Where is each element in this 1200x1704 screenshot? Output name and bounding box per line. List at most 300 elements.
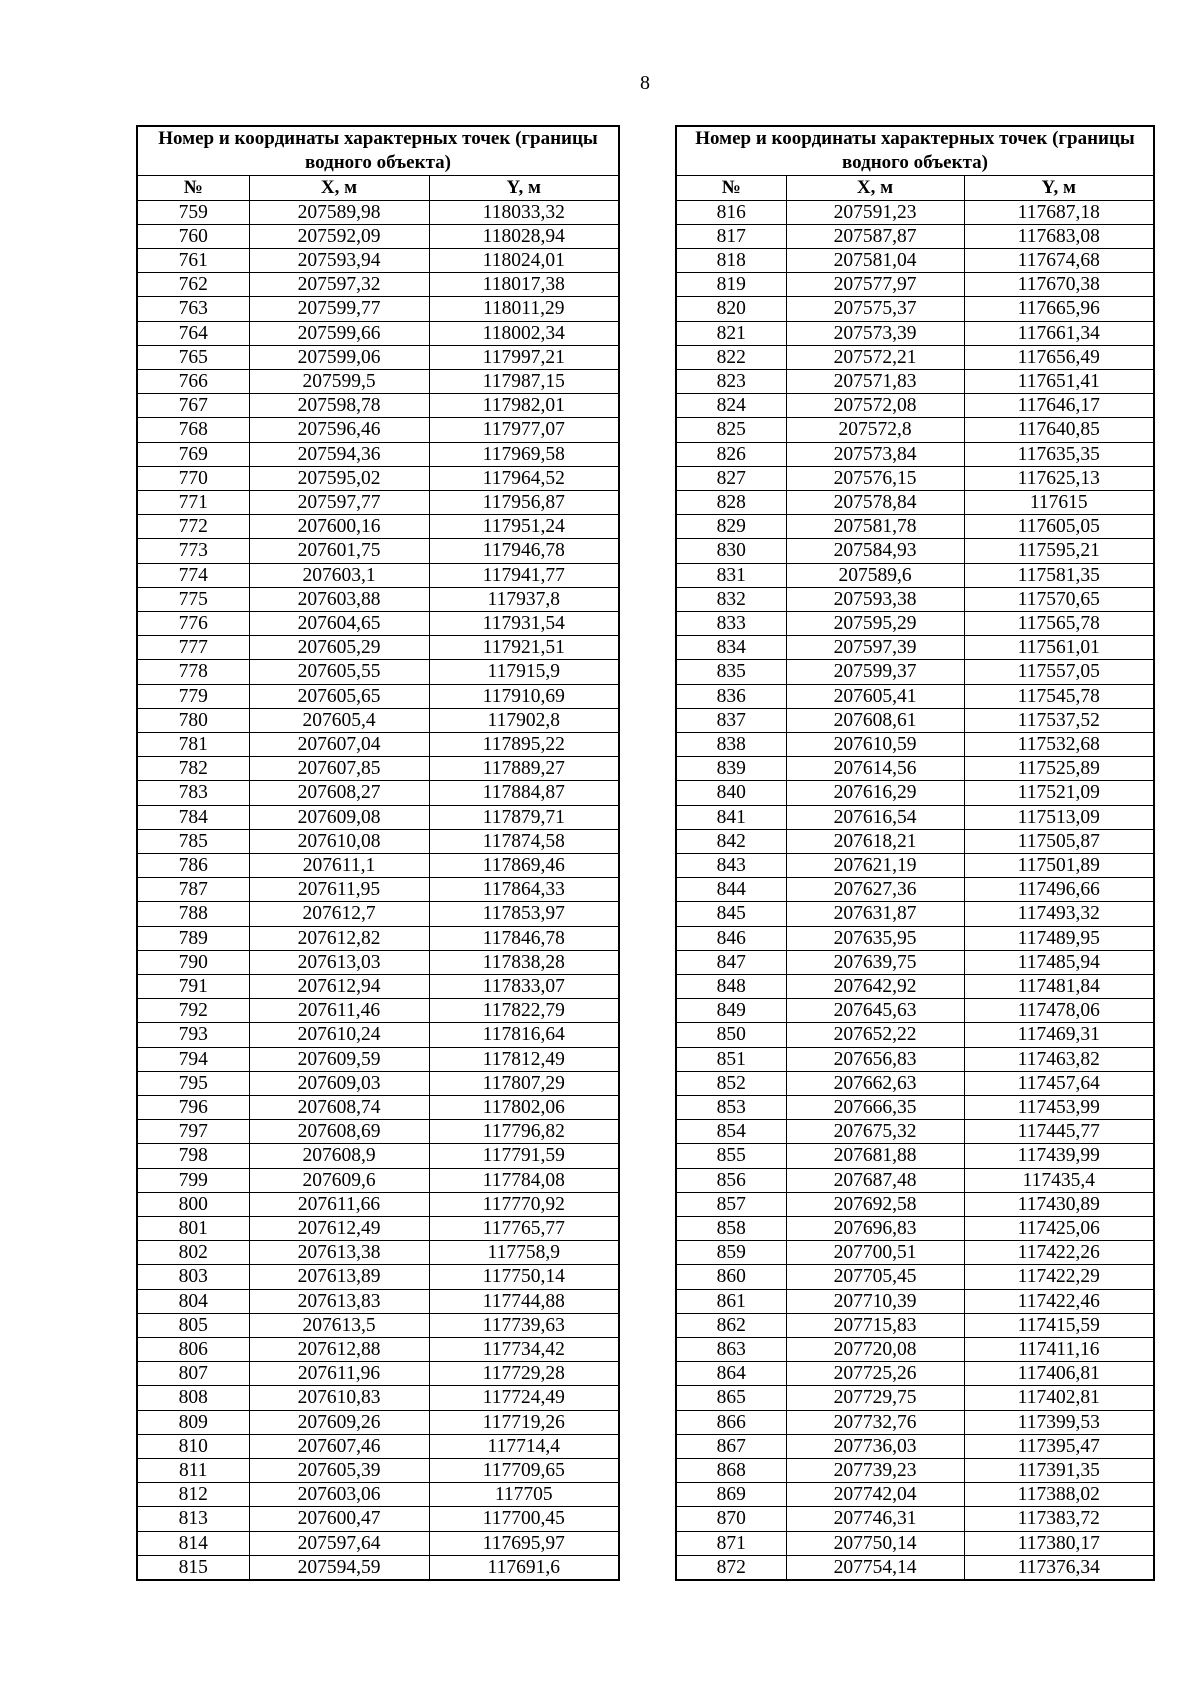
column-header-x: X, м (249, 176, 429, 201)
x-coordinate: 207584,93 (786, 539, 964, 563)
x-coordinate: 207732,76 (786, 1410, 964, 1434)
x-coordinate: 207601,75 (249, 539, 429, 563)
y-coordinate: 117640,85 (964, 418, 1154, 442)
y-coordinate: 117750,14 (429, 1265, 619, 1289)
y-coordinate: 117656,49 (964, 345, 1154, 369)
x-coordinate: 207662,63 (786, 1071, 964, 1095)
point-number: 789 (137, 926, 249, 950)
y-coordinate: 117770,92 (429, 1192, 619, 1216)
table-row (676, 297, 1154, 321)
y-coordinate: 117714,4 (429, 1434, 619, 1458)
y-coordinate: 117956,87 (429, 490, 619, 514)
point-number: 822 (676, 345, 786, 369)
x-coordinate: 207687,48 (786, 1168, 964, 1192)
point-number: 845 (676, 902, 786, 926)
y-coordinate: 117674,68 (964, 248, 1154, 272)
point-number: 857 (676, 1192, 786, 1216)
y-coordinate: 117395,47 (964, 1434, 1154, 1458)
y-coordinate: 118002,34 (429, 321, 619, 345)
y-coordinate: 117822,79 (429, 999, 619, 1023)
y-coordinate: 117709,65 (429, 1459, 619, 1483)
x-coordinate: 207700,51 (786, 1241, 964, 1265)
table-row (676, 1023, 1154, 1047)
point-number: 802 (137, 1241, 249, 1265)
column-header-y: Y, м (964, 176, 1154, 201)
y-coordinate: 117691,6 (429, 1555, 619, 1580)
y-coordinate: 117729,28 (429, 1362, 619, 1386)
x-coordinate: 207600,16 (249, 515, 429, 539)
table-row (676, 248, 1154, 272)
table-row (676, 829, 1154, 853)
table-title: Номер и координаты характерных точек (границы водного объекта) (137, 126, 619, 176)
x-coordinate: 207589,98 (249, 200, 429, 224)
x-coordinate: 207612,82 (249, 926, 429, 950)
x-coordinate: 207593,38 (786, 587, 964, 611)
point-number: 763 (137, 297, 249, 321)
x-coordinate: 207705,45 (786, 1265, 964, 1289)
point-number: 862 (676, 1313, 786, 1337)
column-header-y: Y, м (429, 176, 619, 201)
table-row (676, 1338, 1154, 1362)
y-coordinate: 118033,32 (429, 200, 619, 224)
x-coordinate: 207576,15 (786, 466, 964, 490)
point-number: 806 (137, 1338, 249, 1362)
y-coordinate: 117846,78 (429, 926, 619, 950)
y-coordinate: 117651,41 (964, 369, 1154, 393)
y-coordinate: 117719,26 (429, 1410, 619, 1434)
point-number: 804 (137, 1289, 249, 1313)
point-number: 762 (137, 273, 249, 297)
table-row (676, 708, 1154, 732)
y-coordinate: 117501,89 (964, 853, 1154, 877)
x-coordinate: 207605,41 (786, 684, 964, 708)
point-number: 854 (676, 1120, 786, 1144)
x-coordinate: 207613,03 (249, 950, 429, 974)
y-coordinate: 117376,34 (964, 1555, 1154, 1580)
y-coordinate: 117380,17 (964, 1531, 1154, 1555)
x-coordinate: 207618,21 (786, 829, 964, 853)
table-row (676, 1071, 1154, 1095)
y-coordinate: 117391,35 (964, 1459, 1154, 1483)
table-row (137, 1265, 619, 1289)
table-row (137, 539, 619, 563)
y-coordinate: 118011,29 (429, 297, 619, 321)
x-coordinate: 207587,87 (786, 224, 964, 248)
y-coordinate: 117807,29 (429, 1071, 619, 1095)
x-coordinate: 207612,7 (249, 902, 429, 926)
point-number: 866 (676, 1410, 786, 1434)
y-coordinate: 117784,08 (429, 1168, 619, 1192)
y-coordinate: 117411,16 (964, 1338, 1154, 1362)
y-coordinate: 117445,77 (964, 1120, 1154, 1144)
table-row (676, 1144, 1154, 1168)
table-row (137, 273, 619, 297)
y-coordinate: 117661,34 (964, 321, 1154, 345)
x-coordinate: 207613,89 (249, 1265, 429, 1289)
point-number: 787 (137, 878, 249, 902)
x-coordinate: 207589,6 (786, 563, 964, 587)
x-coordinate: 207611,66 (249, 1192, 429, 1216)
table-row (676, 1362, 1154, 1386)
table-row (137, 1047, 619, 1071)
point-number: 793 (137, 1023, 249, 1047)
point-number: 864 (676, 1362, 786, 1386)
x-coordinate: 207581,04 (786, 248, 964, 272)
x-coordinate: 207611,1 (249, 853, 429, 877)
table-row (137, 587, 619, 611)
table-row (137, 1144, 619, 1168)
table-row (137, 975, 619, 999)
table-row (676, 1096, 1154, 1120)
table-row (137, 297, 619, 321)
y-coordinate: 117399,53 (964, 1410, 1154, 1434)
x-coordinate: 207736,03 (786, 1434, 964, 1458)
table-row (676, 853, 1154, 877)
x-coordinate: 207607,85 (249, 757, 429, 781)
table-row (676, 878, 1154, 902)
point-number: 824 (676, 394, 786, 418)
point-number: 838 (676, 732, 786, 756)
x-coordinate: 207610,59 (786, 732, 964, 756)
table-row (137, 1217, 619, 1241)
table-row (137, 248, 619, 272)
y-coordinate: 117595,21 (964, 539, 1154, 563)
table-row (676, 732, 1154, 756)
x-coordinate: 207609,59 (249, 1047, 429, 1071)
point-number: 852 (676, 1071, 786, 1095)
point-number: 843 (676, 853, 786, 877)
table-row (137, 515, 619, 539)
y-coordinate: 117982,01 (429, 394, 619, 418)
y-coordinate: 117964,52 (429, 466, 619, 490)
x-coordinate: 207681,88 (786, 1144, 964, 1168)
table-row (676, 902, 1154, 926)
x-coordinate: 207593,94 (249, 248, 429, 272)
point-number: 788 (137, 902, 249, 926)
x-coordinate: 207692,58 (786, 1192, 964, 1216)
y-coordinate: 118024,01 (429, 248, 619, 272)
point-number: 779 (137, 684, 249, 708)
x-coordinate: 207742,04 (786, 1483, 964, 1507)
table-row (676, 490, 1154, 514)
x-coordinate: 207599,66 (249, 321, 429, 345)
point-number: 825 (676, 418, 786, 442)
x-coordinate: 207594,59 (249, 1555, 429, 1580)
x-coordinate: 207621,19 (786, 853, 964, 877)
y-coordinate: 117812,49 (429, 1047, 619, 1071)
point-number: 764 (137, 321, 249, 345)
table-row (676, 1047, 1154, 1071)
point-number: 811 (137, 1459, 249, 1483)
x-coordinate: 207581,78 (786, 515, 964, 539)
point-number: 853 (676, 1096, 786, 1120)
table-row (137, 660, 619, 684)
x-coordinate: 207608,61 (786, 708, 964, 732)
x-coordinate: 207603,1 (249, 563, 429, 587)
table-row (676, 1386, 1154, 1410)
point-number: 819 (676, 273, 786, 297)
y-coordinate: 117879,71 (429, 805, 619, 829)
point-number: 800 (137, 1192, 249, 1216)
point-number: 808 (137, 1386, 249, 1410)
x-coordinate: 207642,92 (786, 975, 964, 999)
x-coordinate: 207616,29 (786, 781, 964, 805)
point-number: 842 (676, 829, 786, 853)
table-row (137, 853, 619, 877)
point-number: 844 (676, 878, 786, 902)
point-number: 759 (137, 200, 249, 224)
point-number: 814 (137, 1531, 249, 1555)
table-row (137, 1096, 619, 1120)
x-coordinate: 207599,37 (786, 660, 964, 684)
table-row (676, 660, 1154, 684)
table-row (676, 926, 1154, 950)
x-coordinate: 207746,31 (786, 1507, 964, 1531)
point-number: 839 (676, 757, 786, 781)
x-coordinate: 207612,88 (249, 1338, 429, 1362)
table-row (676, 950, 1154, 974)
table-row (676, 1434, 1154, 1458)
table-row (137, 466, 619, 490)
x-coordinate: 207710,39 (786, 1289, 964, 1313)
point-number: 775 (137, 587, 249, 611)
point-number: 812 (137, 1483, 249, 1507)
y-coordinate: 117734,42 (429, 1338, 619, 1362)
y-coordinate: 117388,02 (964, 1483, 1154, 1507)
y-coordinate: 117430,89 (964, 1192, 1154, 1216)
point-number: 801 (137, 1217, 249, 1241)
table-row (137, 394, 619, 418)
y-coordinate: 117537,52 (964, 708, 1154, 732)
y-coordinate: 117478,06 (964, 999, 1154, 1023)
point-number: 765 (137, 345, 249, 369)
table-row (137, 611, 619, 635)
x-coordinate: 207612,49 (249, 1217, 429, 1241)
table-row (137, 200, 619, 224)
table-row (137, 636, 619, 660)
x-coordinate: 207656,83 (786, 1047, 964, 1071)
table-row (676, 1313, 1154, 1337)
table-row (676, 1289, 1154, 1313)
x-coordinate: 207616,54 (786, 805, 964, 829)
point-number: 861 (676, 1289, 786, 1313)
x-coordinate: 207608,9 (249, 1144, 429, 1168)
x-coordinate: 207611,96 (249, 1362, 429, 1386)
table-row (137, 1362, 619, 1386)
x-coordinate: 207611,46 (249, 999, 429, 1023)
table-row (137, 684, 619, 708)
point-number: 805 (137, 1313, 249, 1337)
y-coordinate: 117570,65 (964, 587, 1154, 611)
y-coordinate: 117635,35 (964, 442, 1154, 466)
y-coordinate: 117505,87 (964, 829, 1154, 853)
x-coordinate: 207595,02 (249, 466, 429, 490)
y-coordinate: 117453,99 (964, 1096, 1154, 1120)
x-coordinate: 207610,08 (249, 829, 429, 853)
table-row (137, 418, 619, 442)
y-coordinate: 117687,18 (964, 200, 1154, 224)
page-number: 8 (640, 72, 650, 94)
y-coordinate: 117425,06 (964, 1217, 1154, 1241)
y-coordinate: 117457,64 (964, 1071, 1154, 1095)
table-row (137, 732, 619, 756)
table-row (137, 1071, 619, 1095)
x-coordinate: 207645,63 (786, 999, 964, 1023)
table-row (137, 1386, 619, 1410)
y-coordinate: 117665,96 (964, 297, 1154, 321)
table-row (137, 1338, 619, 1362)
point-number: 869 (676, 1483, 786, 1507)
point-number: 767 (137, 394, 249, 418)
x-coordinate: 207594,36 (249, 442, 429, 466)
x-coordinate: 207609,26 (249, 1410, 429, 1434)
x-coordinate: 207607,46 (249, 1434, 429, 1458)
y-coordinate: 117700,45 (429, 1507, 619, 1531)
table-row (676, 466, 1154, 490)
table-row (137, 805, 619, 829)
point-number: 833 (676, 611, 786, 635)
y-coordinate: 117921,51 (429, 636, 619, 660)
x-coordinate: 207608,27 (249, 781, 429, 805)
y-coordinate: 117758,9 (429, 1241, 619, 1265)
point-number: 773 (137, 539, 249, 563)
y-coordinate: 117910,69 (429, 684, 619, 708)
x-coordinate: 207729,75 (786, 1386, 964, 1410)
table-row (137, 1483, 619, 1507)
y-coordinate: 117802,06 (429, 1096, 619, 1120)
y-coordinate: 117605,05 (964, 515, 1154, 539)
x-coordinate: 207572,8 (786, 418, 964, 442)
y-coordinate: 117469,31 (964, 1023, 1154, 1047)
table-row (137, 1168, 619, 1192)
y-coordinate: 117422,29 (964, 1265, 1154, 1289)
x-coordinate: 207610,24 (249, 1023, 429, 1047)
table-row (676, 1555, 1154, 1580)
x-coordinate: 207572,08 (786, 394, 964, 418)
point-number: 850 (676, 1023, 786, 1047)
y-coordinate: 117874,58 (429, 829, 619, 853)
y-coordinate: 117739,63 (429, 1313, 619, 1337)
y-coordinate: 117406,81 (964, 1362, 1154, 1386)
point-number: 784 (137, 805, 249, 829)
point-number: 796 (137, 1096, 249, 1120)
point-number: 831 (676, 563, 786, 587)
x-coordinate: 207597,39 (786, 636, 964, 660)
y-coordinate: 117402,81 (964, 1386, 1154, 1410)
y-coordinate: 117532,68 (964, 732, 1154, 756)
table-row (676, 1168, 1154, 1192)
table-row (676, 442, 1154, 466)
point-number: 837 (676, 708, 786, 732)
point-number: 790 (137, 950, 249, 974)
y-coordinate: 117915,9 (429, 660, 619, 684)
point-number: 809 (137, 1410, 249, 1434)
column-header-number: № (137, 176, 249, 201)
y-coordinate: 117705 (429, 1483, 619, 1507)
point-number: 776 (137, 611, 249, 635)
point-number: 795 (137, 1071, 249, 1095)
x-coordinate: 207571,83 (786, 369, 964, 393)
point-number: 803 (137, 1265, 249, 1289)
y-coordinate: 117565,78 (964, 611, 1154, 635)
x-coordinate: 207592,09 (249, 224, 429, 248)
table-row (137, 757, 619, 781)
table-row (676, 515, 1154, 539)
point-number: 781 (137, 732, 249, 756)
table-row (137, 1313, 619, 1337)
point-number: 848 (676, 975, 786, 999)
x-coordinate: 207572,21 (786, 345, 964, 369)
table-row (676, 369, 1154, 393)
y-coordinate: 117853,97 (429, 902, 619, 926)
x-coordinate: 207635,95 (786, 926, 964, 950)
y-coordinate: 117969,58 (429, 442, 619, 466)
point-number: 856 (676, 1168, 786, 1192)
point-number: 807 (137, 1362, 249, 1386)
point-number: 829 (676, 515, 786, 539)
y-coordinate: 117895,22 (429, 732, 619, 756)
x-coordinate: 207610,83 (249, 1386, 429, 1410)
x-coordinate: 207604,65 (249, 611, 429, 635)
x-coordinate: 207573,39 (786, 321, 964, 345)
x-coordinate: 207613,83 (249, 1289, 429, 1313)
table-row (676, 757, 1154, 781)
table-row (676, 1507, 1154, 1531)
point-number: 794 (137, 1047, 249, 1071)
point-number: 846 (676, 926, 786, 950)
point-number: 868 (676, 1459, 786, 1483)
x-coordinate: 207605,65 (249, 684, 429, 708)
y-coordinate: 117791,59 (429, 1144, 619, 1168)
point-number: 785 (137, 829, 249, 853)
point-number: 817 (676, 224, 786, 248)
x-coordinate: 207607,04 (249, 732, 429, 756)
table-body (137, 200, 619, 1580)
x-coordinate: 207609,6 (249, 1168, 429, 1192)
x-coordinate: 207599,77 (249, 297, 429, 321)
point-number: 815 (137, 1555, 249, 1580)
table-row (137, 781, 619, 805)
point-number: 778 (137, 660, 249, 684)
table-row (676, 1459, 1154, 1483)
y-coordinate: 117977,07 (429, 418, 619, 442)
x-coordinate: 207595,29 (786, 611, 964, 635)
point-number: 798 (137, 1144, 249, 1168)
x-coordinate: 207613,38 (249, 1241, 429, 1265)
y-coordinate: 117902,8 (429, 708, 619, 732)
x-coordinate: 207750,14 (786, 1531, 964, 1555)
point-number: 834 (676, 636, 786, 660)
point-number: 771 (137, 490, 249, 514)
x-coordinate: 207696,83 (786, 1217, 964, 1241)
point-number: 828 (676, 490, 786, 514)
y-coordinate: 117838,28 (429, 950, 619, 974)
table-row (676, 1120, 1154, 1144)
x-coordinate: 207609,08 (249, 805, 429, 829)
point-number: 832 (676, 587, 786, 611)
table-row (676, 1531, 1154, 1555)
y-coordinate: 117525,89 (964, 757, 1154, 781)
table-row (137, 1459, 619, 1483)
x-coordinate: 207603,06 (249, 1483, 429, 1507)
table-title: Номер и координаты характерных точек (границы водного объекта) (676, 126, 1154, 176)
table-row (676, 200, 1154, 224)
y-coordinate: 117941,77 (429, 563, 619, 587)
point-number: 772 (137, 515, 249, 539)
point-number: 780 (137, 708, 249, 732)
table-row (137, 950, 619, 974)
x-coordinate: 207605,4 (249, 708, 429, 732)
